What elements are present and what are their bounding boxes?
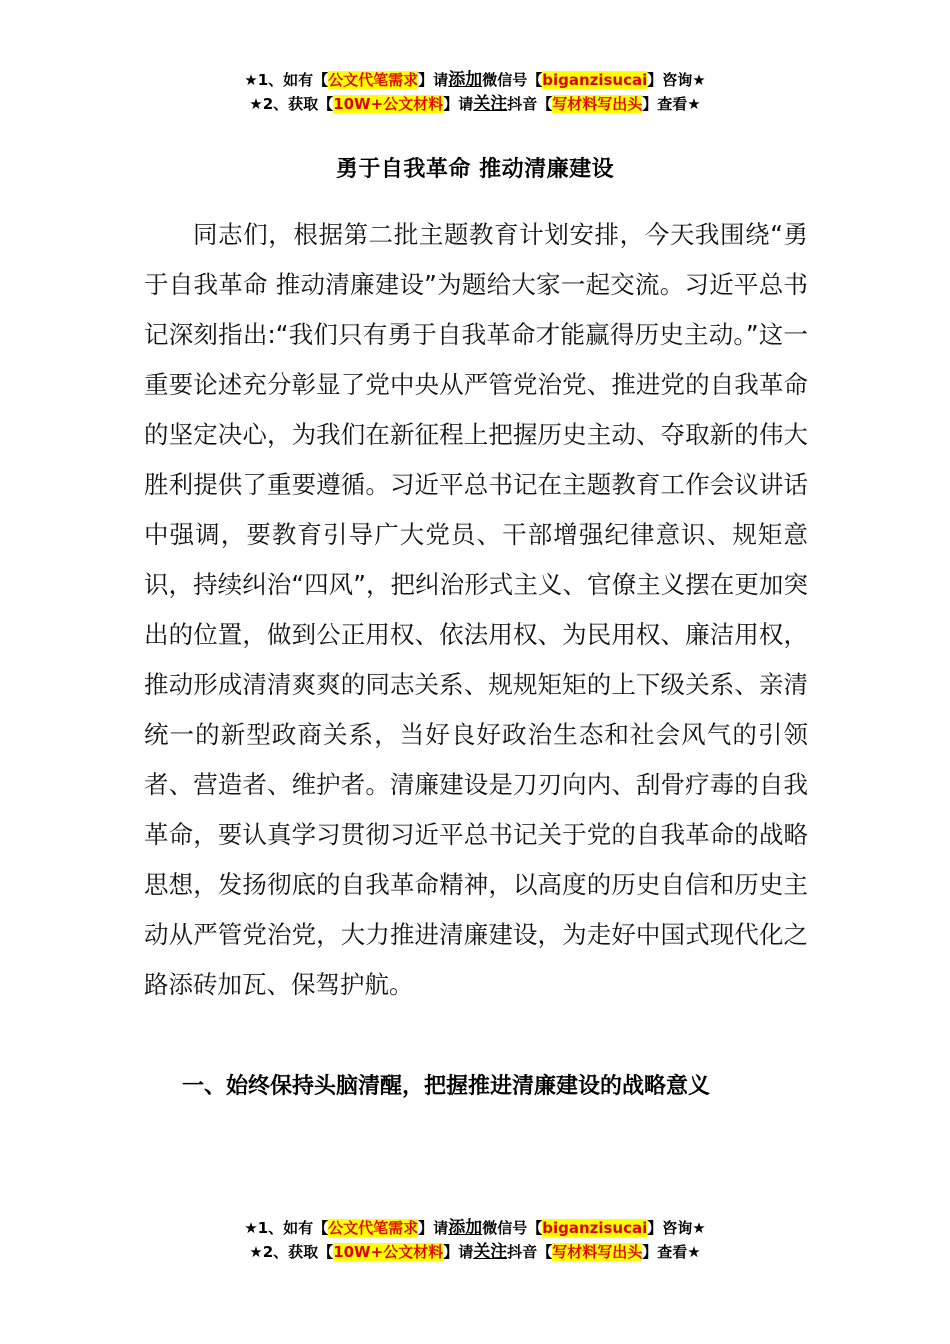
highlight-wechat-id: biganzisucai <box>542 71 648 89</box>
section-heading: 一、始终保持头脑清醒，把握推进清廉建设的战略意义 <box>182 1074 711 1099</box>
footer-banner <box>0 1216 950 1264</box>
banner-line-1: ★1、如有【公文代笔需求】请添加微信号【biganzisucai】咨询★ <box>244 1218 706 1238</box>
banner-line-2: ★2、获取【10W+公文材料】请关注抖音【写材料写出头】查看★ <box>249 1242 701 1262</box>
highlight-wechat-id: biganzisucai <box>542 1219 648 1237</box>
body-paragraph: 同志们，根据第二批主题教育计划安排，今天我围绕“勇于自我革命 推动清廉建设”为题给大家一起交流。习近平总书记深刻指出:“我们只有勇于自我革命才能赢得历史主动。”这一重要论述充分彰显了党中央从严管党治党、推进党的自我革命的坚定决心，为我们在新征程上把握历史主动、夺取新的伟大胜利提供了重要遵循。习近平总书记在主题教育工作会议讲话中强调，要教育引导广大党员、干部增强纪律意识、规矩意识，持续纠治“四风”，把纠治形式主义、官僚主义摆在更加突出的位置，做到公正用权、依法用权、为民用权、廉洁用权，推动形成清清爽爽的同志关系、规规矩矩的上下级关系、亲清统一的新型政商关系，当好良好政治生态和社会风气的引领者、营造者、维护者。清廉建设是刀刃向内、刮骨疗毒的自我革命，要认真学习贯彻习近平总书记关于党的自我革命的战略思想，发扬彻底的自我革命精神，以高度的历史自信和历史主动从严管党治党，大力推进清廉建设，为走好中国式现代化之路添砖加瓦、保驾护航。 <box>144 220 808 999</box>
highlight-douyin-account: 写材料写出头 <box>552 1243 643 1261</box>
banner-line-1: ★1、如有【公文代笔需求】请添加微信号【biganzisucai】咨询★ <box>244 70 706 90</box>
header-banner <box>0 68 950 116</box>
highlight-douyin-account: 写材料写出头 <box>552 95 643 113</box>
highlight-materials: 10W+公文材料 <box>333 1243 444 1261</box>
highlight-ghostwriting: 公文代笔需求 <box>328 1219 419 1237</box>
highlight-materials: 10W+公文材料 <box>333 95 444 113</box>
banner-line-2: ★2、获取【10W+公文材料】请关注抖音【写材料写出头】查看★ <box>249 94 701 114</box>
highlight-ghostwriting: 公文代笔需求 <box>328 71 419 89</box>
document-title: 勇于自我革命 推动清廉建设 <box>335 157 615 182</box>
